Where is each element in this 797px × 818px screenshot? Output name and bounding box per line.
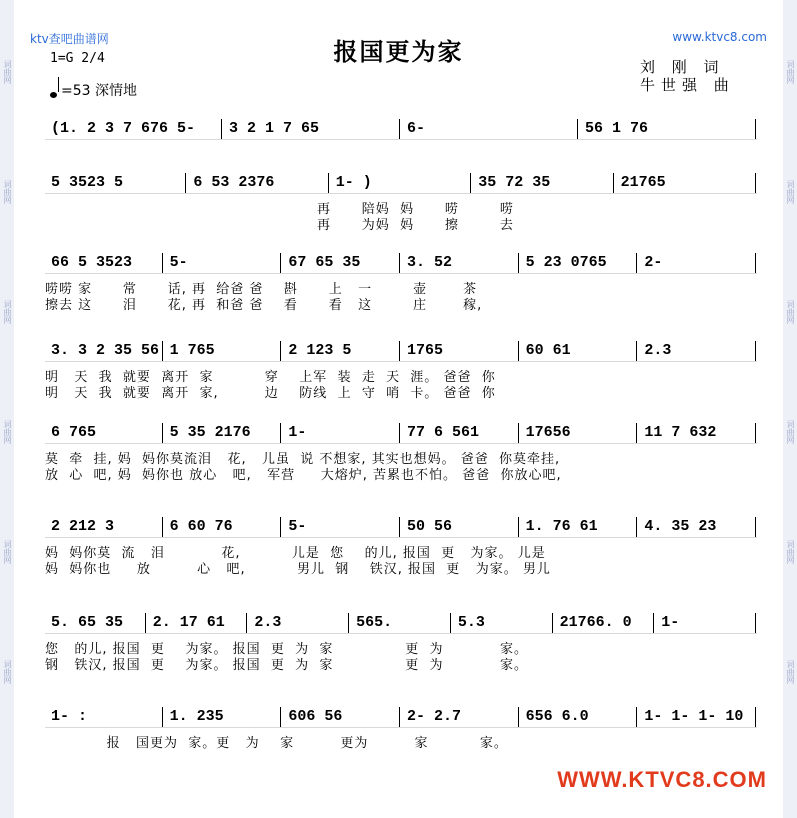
bar-line (755, 613, 756, 633)
measure: 5- (288, 518, 307, 535)
measure: 66 5 3523 (51, 254, 133, 271)
beam-underline (45, 273, 757, 274)
measure: 6 765 (51, 424, 97, 441)
quarter-note-icon (50, 92, 57, 98)
bar-line (552, 613, 553, 633)
measure: 1- : (51, 708, 88, 725)
measure: 5. 65 35 (51, 614, 124, 631)
notation-line (45, 422, 757, 444)
bar-line (450, 613, 451, 633)
bar-line (613, 173, 614, 193)
lyricist: 刘 刚 词 (640, 58, 725, 76)
notation-line (45, 118, 757, 140)
composer: 牛世强 曲 (640, 76, 735, 94)
lyric-line: 再 陪妈 妈 唠 唠 (45, 202, 514, 217)
side-watermark: 词曲网 (786, 180, 795, 204)
bar-line (399, 423, 400, 443)
bar-line (399, 341, 400, 361)
measure: 60 61 (525, 342, 571, 359)
beam-underline (45, 193, 757, 194)
bar-line (399, 517, 400, 537)
score-row (45, 252, 757, 314)
measure: 1. 76 61 (525, 518, 598, 535)
bar-line (755, 423, 756, 443)
beam-underline (45, 633, 757, 634)
side-watermark: 词曲网 (786, 420, 795, 444)
notation-line (45, 516, 757, 538)
measure: 2- 2.7 (407, 708, 462, 725)
bar-line (518, 341, 519, 361)
song-title: 报国更为家 (333, 37, 464, 66)
bar-line (636, 707, 637, 727)
tempo-text: =53 深情地 (61, 83, 137, 99)
bar-line (221, 119, 222, 139)
measure: 21766. 0 (559, 614, 632, 631)
lyric-line: 钢 铁汉, 报国 更 为家。 报国 更 为 家 更 为 家。 (45, 658, 528, 673)
notation-line (45, 612, 757, 634)
bar-line (470, 173, 471, 193)
measure: 565. (356, 614, 393, 631)
notation-line (45, 706, 757, 728)
note-stem (58, 77, 59, 92)
site-logo: WWW.KTVC8.COM (557, 767, 767, 792)
bar-line (755, 341, 756, 361)
bar-line (755, 517, 756, 537)
lyric-line: 明 天 我 就要 离开 家, 边 防线 上 守 哨 卡。 爸爸 你 (45, 386, 496, 401)
lyric-line: 放 心 吧, 妈 妈你也 放心 吧, 军营 大熔炉, 苦累也不怕。 爸爸 你放心吧, (45, 468, 562, 483)
bar-line (348, 613, 349, 633)
side-watermark: 词曲网 (3, 660, 12, 684)
measure: 5 23 0765 (525, 254, 607, 271)
notation-line (45, 252, 757, 274)
measure: 1- (661, 614, 680, 631)
bar-line (755, 707, 756, 727)
score-row (45, 422, 757, 484)
bar-line (399, 707, 400, 727)
measure: 6 60 76 (169, 518, 233, 535)
bar-line (280, 517, 281, 537)
measure: 2.3 (254, 614, 282, 631)
key-signature: 1=G 2/4 (50, 51, 105, 66)
bar-line (280, 423, 281, 443)
side-watermark: 词曲网 (3, 540, 12, 564)
measure: 56 1 76 (585, 120, 649, 137)
side-watermark: 词曲网 (3, 180, 12, 204)
side-watermark: 词曲网 (786, 300, 795, 324)
measure: 606 56 (288, 708, 343, 725)
lyric-line: 唠唠 家 常 话, 再 给爸 爸 斟 上 一 壶 茶 (45, 282, 478, 297)
beam-underline (45, 443, 757, 444)
measure: 17656 (525, 424, 571, 441)
measure: 3. 52 (407, 254, 453, 271)
bar-line (518, 707, 519, 727)
measure: 1. 235 (169, 708, 224, 725)
bar-line (636, 253, 637, 273)
measure: 6- (407, 120, 426, 137)
bar-line (577, 119, 578, 139)
score-row (45, 516, 757, 578)
measure: 1 765 (169, 342, 215, 359)
beam-underline (45, 537, 757, 538)
right-margin-strip (783, 0, 797, 818)
bar-line (280, 707, 281, 727)
bar-line (755, 119, 756, 139)
lyric-line: 妈 妈你莫 流 泪 花, 儿是 您 的儿, 报国 更 为家。 儿是 (45, 546, 546, 561)
score-row (45, 706, 757, 752)
tempo-marking (50, 80, 137, 100)
bar-line (246, 613, 247, 633)
measure: 2 123 5 (288, 342, 352, 359)
measure: 50 56 (407, 518, 453, 535)
measure: 21765 (620, 174, 666, 191)
beam-underline (45, 361, 757, 362)
bar-line (162, 253, 163, 273)
side-watermark: 词曲网 (3, 60, 12, 84)
bar-line (636, 341, 637, 361)
measure: 67 65 35 (288, 254, 361, 271)
beam-underline (45, 727, 757, 728)
bar-line (162, 707, 163, 727)
score-row (45, 612, 757, 674)
site-url-right: www.ktvc8.com (672, 30, 767, 44)
lyric-line: 报 国更为 家。更 为 家 更为 家 家。 (45, 736, 508, 751)
measure: 11 7 632 (644, 424, 717, 441)
bar-line (518, 517, 519, 537)
measure: 1- 1- 1- 10 (644, 708, 744, 725)
measure: 77 6 561 (407, 424, 480, 441)
bar-line (636, 517, 637, 537)
bar-line (399, 119, 400, 139)
measure: 5.3 (457, 614, 485, 631)
lyric-line: 擦去 这 泪 花, 再 和爸 爸 看 看 这 庄 稼, (45, 298, 483, 313)
measure: 6 53 2376 (193, 174, 275, 191)
bar-line (518, 253, 519, 273)
bar-line (755, 253, 756, 273)
side-watermark: 词曲网 (786, 660, 795, 684)
bar-line (162, 341, 163, 361)
site-name-left: ktv查吧曲谱网 (30, 32, 109, 46)
side-watermark: 词曲网 (3, 420, 12, 444)
bar-line (518, 423, 519, 443)
score-row (45, 340, 757, 402)
beam-underline (45, 139, 757, 140)
side-watermark: 词曲网 (3, 300, 12, 324)
lyric-line: 莫 牵 挂, 妈 妈你莫流泪 花, 儿虽 说 不想家, 其实也想妈。 爸爸 你莫牵挂, (45, 452, 561, 467)
side-watermark: 词曲网 (786, 540, 795, 564)
lyric-line: 您 的儿, 报国 更 为家。 报国 更 为 家 更 为 家。 (45, 642, 528, 657)
notation-line (45, 172, 757, 194)
bar-line (755, 173, 756, 193)
measure: 3 2 1 7 65 (229, 120, 320, 137)
bar-line (280, 253, 281, 273)
measure: 2 212 3 (51, 518, 115, 535)
measure: 3. 3 2 35 56 (51, 342, 160, 359)
measure: 1765 (407, 342, 444, 359)
measure: 2. 17 61 (152, 614, 225, 631)
score-row (45, 172, 757, 234)
bar-line (653, 613, 654, 633)
lyric-line: 明 天 我 就要 离开 家 穿 上军 装 走 天 涯。 爸爸 你 (45, 370, 496, 385)
measure: 1- (288, 424, 307, 441)
measure: 656 6.0 (525, 708, 589, 725)
measure: (1. 2 3 7 676 5- (51, 120, 196, 137)
score-row (45, 118, 757, 140)
measure: 5 3523 5 (51, 174, 124, 191)
bar-line (280, 341, 281, 361)
bar-line (185, 173, 186, 193)
measure: 4. 35 23 (644, 518, 717, 535)
bar-line (162, 423, 163, 443)
measure: 2.3 (644, 342, 672, 359)
measure: 5- (169, 254, 188, 271)
left-margin-strip (0, 0, 14, 818)
side-watermark: 词曲网 (786, 60, 795, 84)
measure: 1- ) (335, 174, 372, 191)
bar-line (636, 423, 637, 443)
lyric-line: 妈 妈你也 放 心 吧, 男儿 钢 铁汉, 报国 更 为家。 男儿 (45, 562, 551, 577)
bar-line (145, 613, 146, 633)
notation-line (45, 340, 757, 362)
lyric-line: 再 为妈 妈 擦 去 (45, 218, 514, 233)
measure: 5 35 2176 (169, 424, 251, 441)
credits (640, 58, 735, 94)
measure: 2- (644, 254, 663, 271)
bar-line (399, 253, 400, 273)
bar-line (328, 173, 329, 193)
measure: 35 72 35 (478, 174, 551, 191)
bar-line (162, 517, 163, 537)
